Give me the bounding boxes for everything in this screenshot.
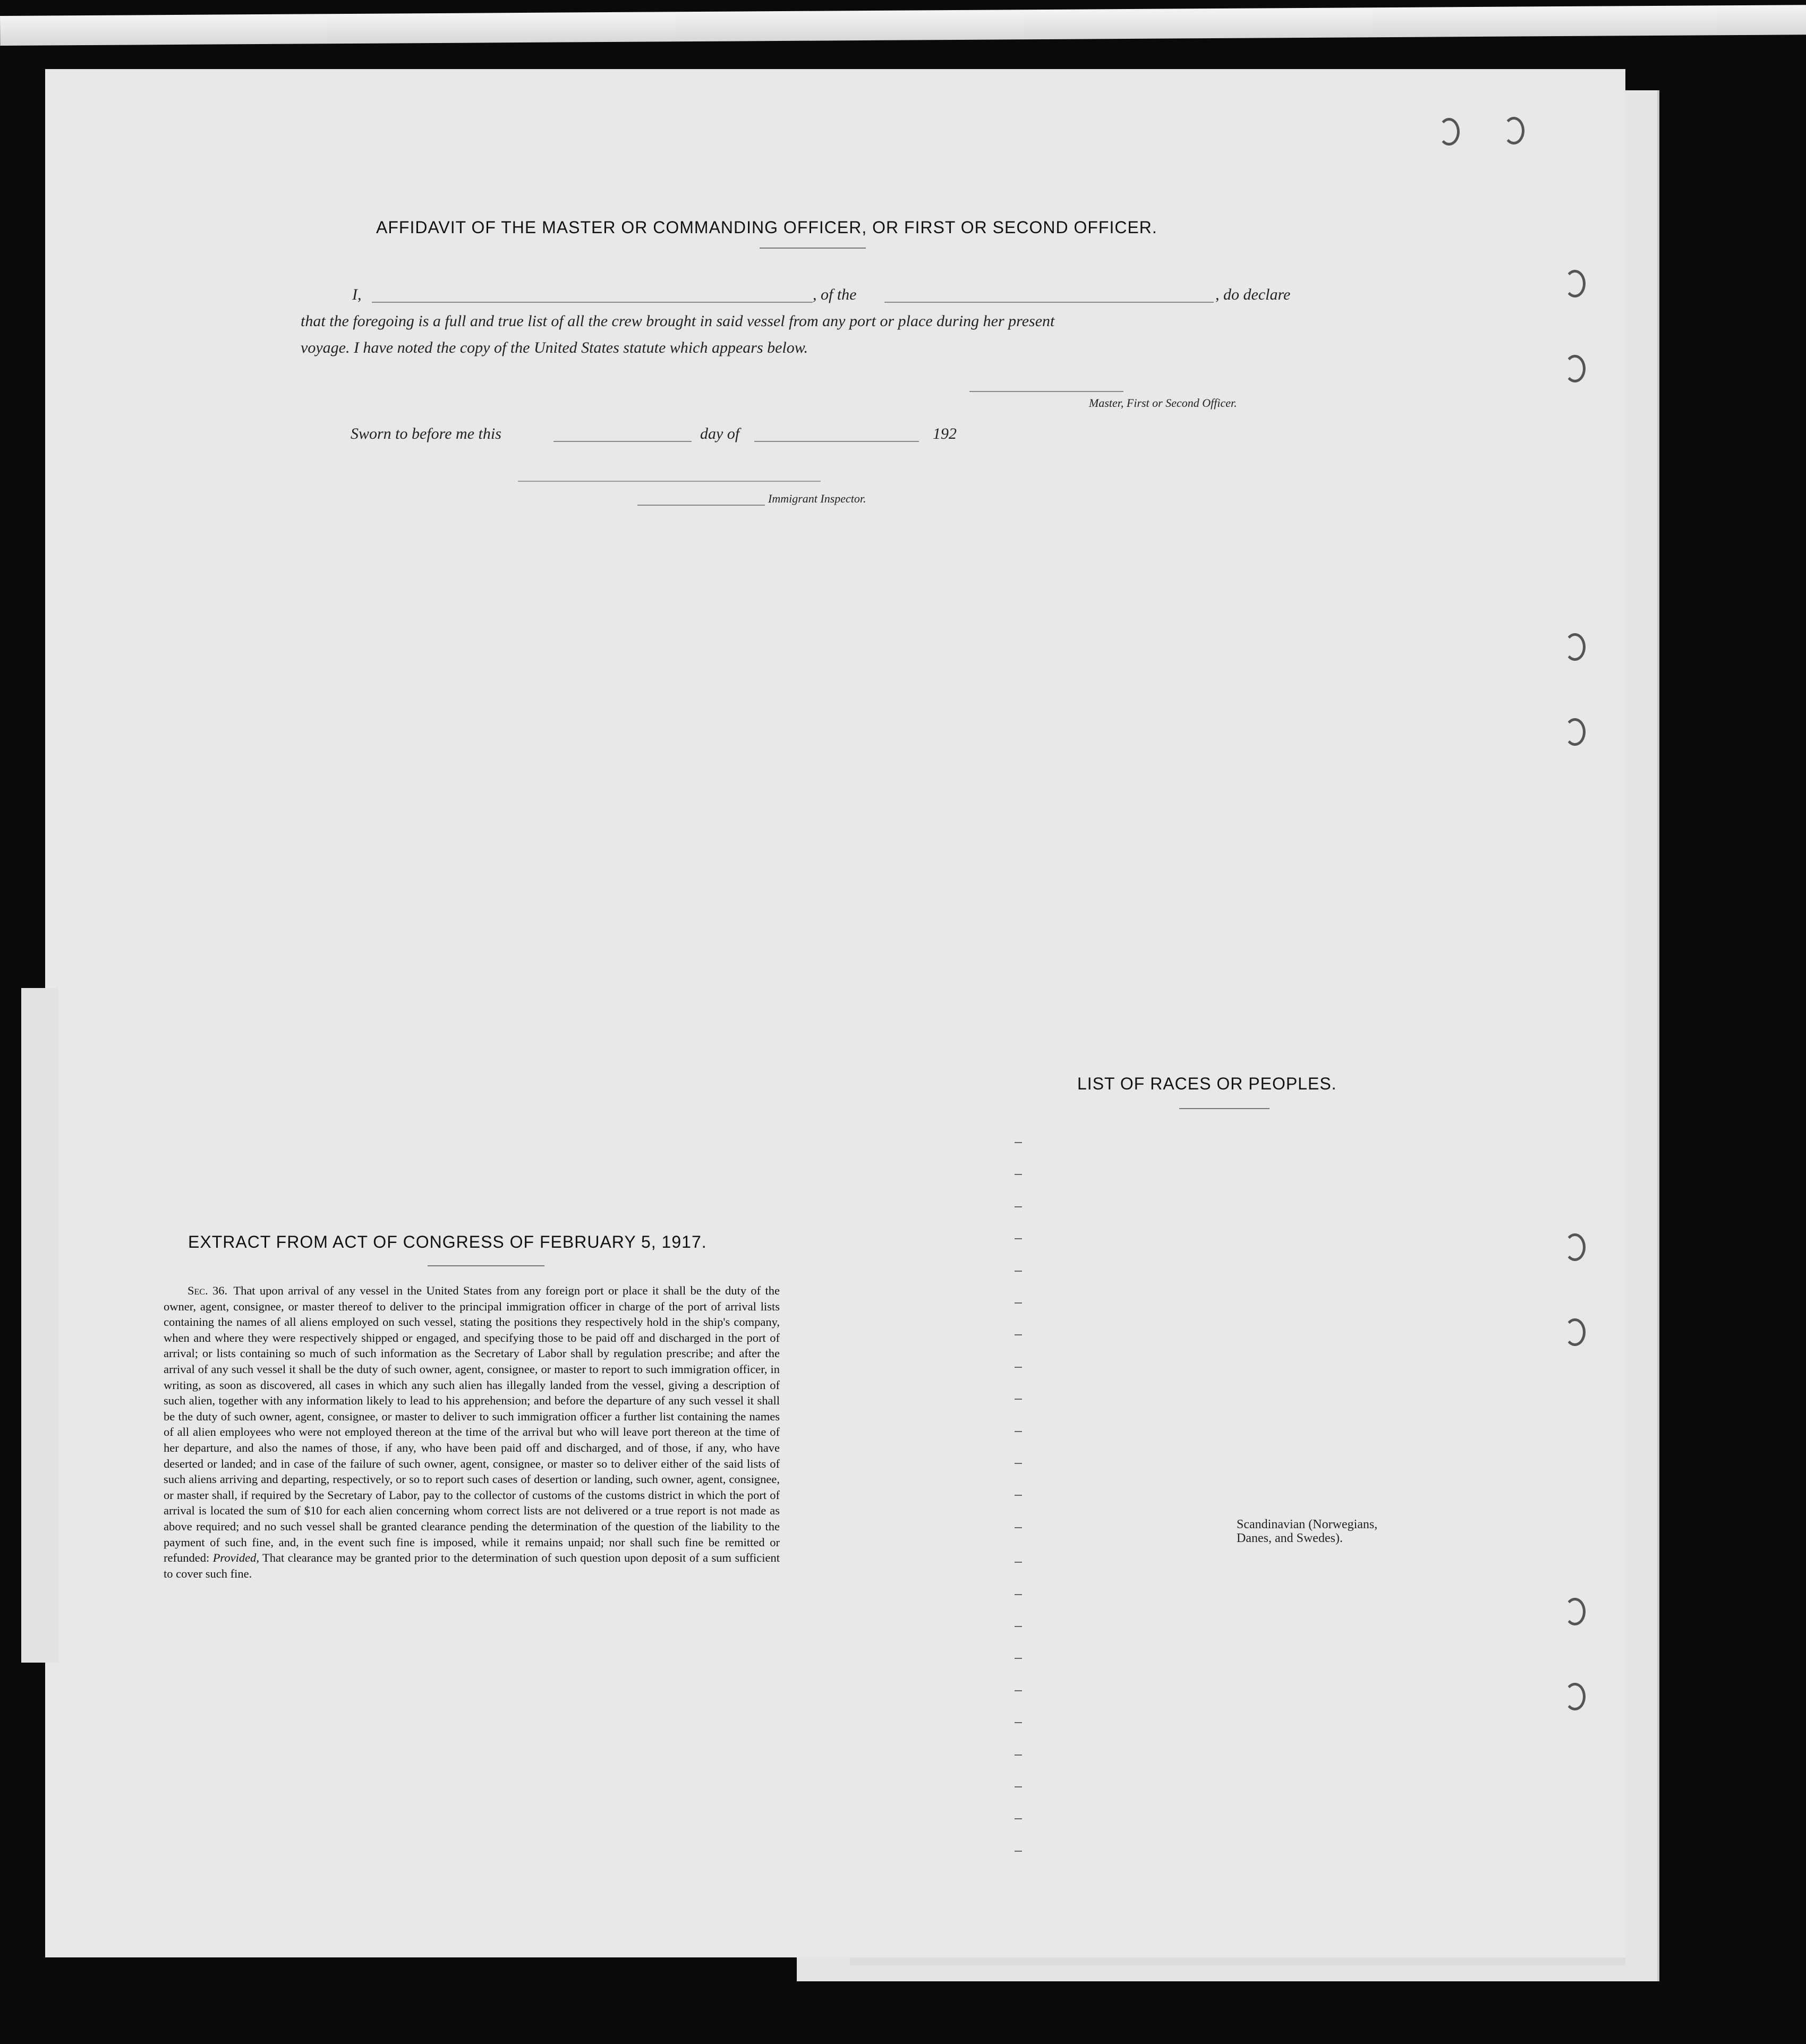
list-tick-mark xyxy=(1015,1527,1022,1528)
races-title-underline xyxy=(1179,1108,1270,1109)
inspector-signature-line xyxy=(518,481,821,482)
affidavit-title: AFFIDAVIT OF THE MASTER OR COMMANDING OFFICER, OR FIRST OR SECOND OFFICER. xyxy=(376,218,1157,237)
binder-hole xyxy=(1564,718,1586,746)
list-tick-mark xyxy=(1015,1562,1022,1563)
extract-title-underline xyxy=(428,1265,544,1266)
binder-hole xyxy=(1438,118,1460,146)
affidavit-of-the: , of the xyxy=(813,286,857,303)
list-tick-mark xyxy=(1015,1722,1022,1723)
list-tick-mark xyxy=(1015,1818,1022,1819)
races-title: LIST OF RACES OR PEOPLES. xyxy=(1077,1074,1337,1093)
year-prefix: 192 xyxy=(933,425,957,442)
extract-title: EXTRACT FROM ACT OF CONGRESS OF FEBRUARY 5, 1917. xyxy=(188,1232,707,1251)
affidavit-line3: voyage. I have noted the copy of the United States statute which appears below. xyxy=(301,339,808,356)
master-signature-line xyxy=(969,391,1123,392)
list-tick-mark xyxy=(1015,1495,1022,1496)
list-tick-mark xyxy=(1015,1786,1022,1787)
binder-hole xyxy=(1564,633,1586,661)
name-blank-line xyxy=(372,302,813,303)
binder-hole xyxy=(1564,1318,1586,1346)
sworn-month-blank xyxy=(754,441,919,442)
binder-hole xyxy=(1564,270,1586,297)
list-tick-mark xyxy=(1015,1206,1022,1207)
list-tick-mark xyxy=(1015,1367,1022,1368)
master-label: Master, First or Second Officer. xyxy=(1089,396,1237,410)
list-tick-mark xyxy=(1015,1626,1022,1627)
affidavit-declare: , do declare xyxy=(1215,286,1291,303)
list-tick-mark xyxy=(1015,1594,1022,1595)
inspector-signature-line xyxy=(637,505,765,506)
list-tick-mark xyxy=(1015,1271,1022,1272)
sworn-day-blank xyxy=(553,441,692,442)
affidavit-i: I, xyxy=(352,286,362,303)
affidavit-line2: that the foregoing is a full and true list of all the crew brought in said vessel from any port or place during her present xyxy=(301,312,1055,330)
list-tick-mark xyxy=(1015,1755,1022,1756)
binder-hole xyxy=(1503,117,1524,144)
document-page xyxy=(45,69,1625,1957)
list-tick-mark xyxy=(1015,1334,1022,1335)
list-tick-mark xyxy=(1015,1431,1022,1432)
sworn-text: Sworn to before me this xyxy=(351,425,501,442)
binder-hole xyxy=(1564,1233,1586,1261)
list-tick-mark xyxy=(1015,1851,1022,1852)
list-tick-mark xyxy=(1015,1174,1022,1175)
list-tick-mark xyxy=(1015,1302,1022,1304)
day-of-text: day of xyxy=(700,425,740,442)
section-number: Sec. 36. xyxy=(188,1284,228,1297)
provided-word: Provided, xyxy=(212,1551,259,1565)
section-tail: That clearance may be granted prior to the determination of such question upon deposit of a sum sufficient to cover such fine. xyxy=(164,1551,780,1580)
list-tick-mark xyxy=(1015,1463,1022,1464)
list-tick-mark xyxy=(1015,1142,1022,1143)
extract-body xyxy=(164,1283,780,1581)
vessel-blank-line xyxy=(884,302,1214,303)
binder-hole xyxy=(1564,355,1586,382)
page-tab-edge xyxy=(21,988,58,1663)
list-tick-mark xyxy=(1015,1658,1022,1659)
race-right-item: Scandinavian (Norwegians, Danes, and Swedes). xyxy=(1237,1517,1378,1545)
list-tick-mark xyxy=(1015,1399,1022,1400)
inspector-label: Immigrant Inspector. xyxy=(768,492,866,505)
list-tick-mark xyxy=(1015,1238,1022,1239)
section-text: That upon arrival of any vessel in the United States from any foreign port or place it shall be the duty of the owner, agent, consignee, or master thereof to deliver to the principal immigration officer in charge of the port of arrival lists containing the names of all aliens employed on such vessel, stating the positions they respectively hold in the ship's company, when and where they were respectively shipped or engaged, and specifying those to be paid off and discharged in the port of arrival; or lists containing so much of such information as the Secretary of Labor shall by regulation prescribe; and after the arrival of any such vessel it shall be the duty of such owner, agent, consignee, or master to report to such immigration officer, in writing, as soon as discovered, all cases in which any such alien has illegally landed from the vessel, giving a description of such alien, together with any information likely to lead to his apprehension; and before the departure of any such vessel it shall be the duty of such owner, agent, consignee, or master to deliver to such immigration officer a further list containing the names of all alien employees who were not employed thereon at the time of the arrival but who will leave port thereon at the time of her departure, and also the names of those, if any, who have been paid off and discharged, and of those, if any, who have deserted or landed; and in case of the failure of such owner, agent, consignee, or master so to deliver either of the said lists of such aliens arriving and departing, respectively, or so to report such cases of desertion or landing, such owner, agent, consignee, or master shall, if required by the Secretary of Labor, pay to the collector of customs of the customs district in which the port of arrival is located the sum of $10 for each alien concerning whom correct lists are not delivered or a true report is not made as above required; and no such vessel shall be granted clearance pending the determination of the question of the liability to the payment of such fine, and, in the event such fine is imposed, while it remains unpaid; nor shall such fine be remitted or refunded: xyxy=(164,1284,780,1565)
list-tick-mark xyxy=(1015,1690,1022,1691)
binder-hole xyxy=(1564,1598,1586,1625)
page-edge-strip xyxy=(0,5,1806,46)
binder-hole xyxy=(1564,1683,1586,1710)
title-underline xyxy=(760,248,866,249)
